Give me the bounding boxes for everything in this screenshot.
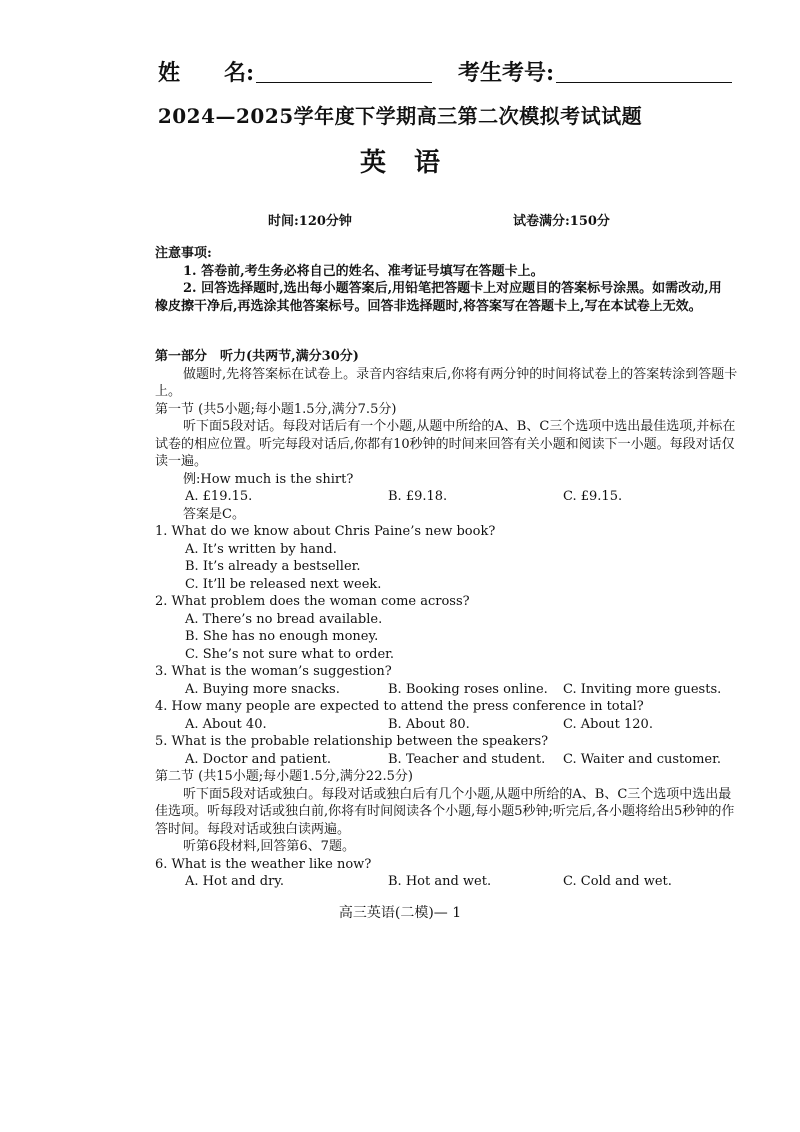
option-c: C. About 120.: [563, 716, 653, 732]
time-limit: 时间:120分钟: [268, 214, 352, 229]
option-b: B. Booking roses online.: [388, 681, 548, 697]
page-footer: 高三英语(二模)— 1: [338, 905, 462, 921]
option-c: C. Cold and wet.: [563, 874, 672, 889]
instructions: [155, 245, 730, 315]
option-b: B. Teacher and student.: [388, 751, 546, 767]
instruction-item: 2. 回答选择题时,选出每小题答案后,用铅笔把答题卡上对应题目的答案标号涂黑。如需改动,用橡皮擦干净后,再选涂其他答案标号。回答非选择题时,将答案写在答题卡上,写在本试卷上无效。: [155, 281, 722, 314]
option-a: A. There’s no bread available.: [185, 611, 383, 627]
question-4: 4. How many people are expected to attend the press conference in total?: [155, 699, 644, 714]
option-a: A. It’s written by hand.: [185, 541, 337, 557]
exam-title: 2024—2025学年度下学期高三第二次模拟考试试题: [157, 104, 643, 128]
exam-id-blank: [556, 82, 732, 83]
option-c: C. Waiter and customer.: [563, 751, 722, 767]
option-b: B. Hot and wet.: [388, 874, 492, 889]
listening-part: [155, 348, 740, 891]
option-a: A. About 40.: [185, 716, 267, 732]
name-blank: [256, 82, 432, 83]
candidate-header: [0, 52, 800, 92]
question-3: 3. What is the woman’s suggestion?: [155, 664, 392, 679]
instructions-heading: 注意事项:: [155, 246, 212, 261]
question-1: 1. What do we know about Chris Paine’s new book?: [155, 524, 496, 539]
option-a: A. Hot and dry.: [185, 874, 285, 889]
question-4-options: [155, 716, 740, 734]
part1-intro: 做题时,先将答案标在试卷上。录音内容结束后,你将有两分钟的时间将试卷上的答案转涂到答题卡上。: [155, 366, 738, 399]
full-score: 试卷满分:150分: [513, 214, 610, 229]
part1-heading: 第一部分 听力(共两节,满分30分): [155, 349, 359, 364]
exam-id-label: 考生考号:: [458, 60, 555, 86]
option-c: C. £9.15.: [563, 489, 623, 504]
option-a: A. £19.15.: [185, 489, 253, 504]
option-b: B. About 80.: [388, 716, 470, 732]
section2-material: 听第6段材料,回答第6、7题。: [183, 839, 355, 854]
option-b: B. She has no enough money.: [185, 629, 379, 644]
subject-title: 英语: [359, 148, 468, 178]
question-3-options: [155, 681, 740, 699]
option-a: A. Doctor and patient.: [185, 751, 332, 767]
example-question: 例:How much is the shirt?: [183, 471, 354, 487]
option-c: C. She’s not sure what to order.: [185, 646, 395, 662]
option-b: B. It’s already a bestseller.: [185, 559, 361, 574]
section1-heading: 第一节 (共5小题;每小题1.5分,满分7.5分): [155, 401, 397, 417]
option-b: B. £9.18.: [388, 489, 448, 504]
name-label: 姓 名:: [158, 60, 255, 86]
section2-intro: 听下面5段对话或独白。每段对话或独白后有几个小题,从题中所给的A、B、C三个选项中选出最佳选项。听每段对话或独白前,你将有时间阅读各个小题,每小题5秒钟;听完后,各小题将给出5秒钟的作答时间。每段对话或独白读两遍。: [155, 786, 735, 837]
option-c: C. It’ll be released next week.: [185, 576, 382, 592]
question-5: 5. What is the probable relationship between the speakers?: [155, 734, 549, 749]
example-options: [155, 488, 740, 506]
instruction-item: 1. 答卷前,考生务必将自己的姓名、准考证号填写在答题卡上。: [183, 263, 544, 279]
section2-heading: 第二节 (共15小题;每小题1.5分,满分22.5分): [155, 769, 413, 784]
question-6-options: [155, 873, 740, 891]
option-c: C. Inviting more guests.: [563, 681, 722, 697]
question-2: 2. What problem does the woman come across?: [155, 594, 470, 609]
question-6: 6. What is the weather like now?: [155, 856, 372, 872]
section1-intro: 听下面5段对话。每段对话后有一个小题,从题中所给的A、B、C三个选项中选出最佳选项,并标在试卷的相应位置。听完每段对话后,你都有10秒钟的时间来回答有关小题和阅读下一小题。每段对话仅读一遍。: [155, 419, 736, 469]
example-answer: 答案是C。: [183, 506, 245, 522]
question-5-options: [155, 751, 740, 769]
option-a: A. Buying more snacks.: [185, 681, 340, 697]
